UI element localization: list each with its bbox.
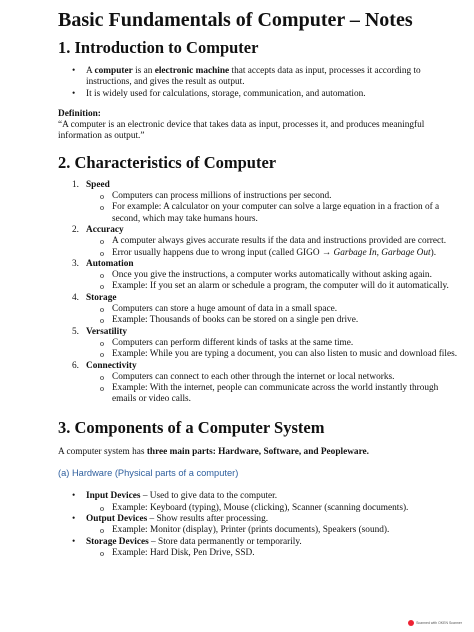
characteristic-detail: o Computers can store a huge amount of data in a small space. — [86, 304, 458, 315]
hardware-example: o Example: Monitor (display), Printer (prints documents), Speakers (sound). — [86, 525, 458, 536]
hardware-subheading: (a) Hardware (Physical parts of a computer) — [58, 468, 239, 479]
characteristic-automation: 3. Automation o Once you give the instructions, a computer works automatically without asking again. o Example: If you set an alarm or schedule a program, the computer will do it automatically. — [58, 259, 458, 293]
definition-text: “A computer is an electronic device that takes data as input, processes it, and produces meaningful information as output.” — [58, 120, 425, 142]
characteristics-list — [58, 180, 458, 406]
section-heading-components: 3. Components of a Computer System — [58, 417, 325, 437]
characteristic-speed: 1. Speed o Computers can process millions of instructions per second. o For example: A calculator on your computer can solve a large equation in a fraction of a second, which may take humans hours. — [58, 180, 458, 225]
intro-bullet-list — [58, 66, 458, 100]
scanner-logo-icon — [408, 620, 414, 626]
characteristic-versatility: 5. Versatility o Computers can perform different kinds of tasks at the same time. o Example: While you are typing a document, you can also listen to music and download files. — [58, 327, 458, 361]
characteristic-detail: o Once you give the instructions, a computer works automatically without asking again. — [86, 270, 458, 281]
characteristic-detail: o For example: A calculator on your computer can solve a large equation in a fraction of a second, which may take humans hours. — [86, 202, 458, 225]
section-heading-characteristics: 2. Characteristics of Computer — [58, 152, 277, 172]
characteristic-accuracy: 2. Accuracy o A computer always gives accurate results if the data and instructions provided are correct. o Error usually happens due to wrong input (called GIGO → Garbage In, Garbage Out). — [58, 225, 458, 259]
hardware-item-output: • Output Devices – Show results after processing. o Example: Monitor (display), Printer (prints documents), Speakers (sound). — [58, 514, 458, 537]
characteristic-detail: o Example: If you set an alarm or schedule a program, the computer will do it automatically. — [86, 281, 458, 292]
hardware-list — [58, 491, 458, 559]
section-heading-introduction: 1. Introduction to Computer — [58, 38, 259, 57]
definition-label: Definition: — [58, 108, 101, 119]
scanner-watermark: Scanned with OKEN Scanner — [408, 620, 462, 626]
hardware-item-storage: • Storage Devices – Store data permanently or temporarily. o Example: Hard Disk, Pen Drive, SSD. — [58, 537, 458, 560]
hardware-example: o Example: Hard Disk, Pen Drive, SSD. — [86, 548, 458, 559]
characteristic-detail: o Computers can process millions of instructions per second. — [86, 191, 458, 202]
characteristic-detail: o Computers can connect to each other through the internet or local networks. — [86, 372, 458, 383]
characteristic-connectivity: 6. Connectivity o Computers can connect to each other through the internet or local networks. o Example: With the internet, people can communicate across the world instantly through emails or video calls. — [58, 361, 458, 406]
characteristic-detail: o Example: While you are typing a document, you can also listen to music and download files. — [86, 349, 458, 360]
characteristic-storage: 4. Storage o Computers can store a huge amount of data in a small space. o Example: Thousands of books can be stored on a single pen drive. — [58, 293, 458, 327]
characteristic-detail: o A computer always gives accurate results if the data and instructions provided are correct. — [86, 236, 458, 247]
intro-bullet-1: • A computer is an electronic machine that accepts data as input, processes it according to instructions, and gives the result as output. — [58, 66, 458, 89]
intro-bullet-2: • It is widely used for calculations, storage, communication, and automation. — [58, 89, 458, 100]
document-page — [58, 8, 458, 559]
page-title: Basic Fundamentals of Computer – Notes — [58, 9, 413, 31]
characteristic-detail: o Example: With the internet, people can communicate across the world instantly through emails or video calls. — [86, 383, 458, 406]
hardware-example: o Example: Keyboard (typing), Mouse (clicking), Scanner (scanning documents). — [86, 503, 458, 514]
characteristic-detail: o Computers can perform different kinds of tasks at the same time. — [86, 338, 458, 349]
characteristic-detail: o Error usually happens due to wrong input (called GIGO → Garbage In, Garbage Out). — [86, 248, 458, 259]
components-intro: A computer system has three main parts: Hardware, Software, and Peopleware. — [58, 446, 369, 457]
characteristic-detail: o Example: Thousands of books can be stored on a single pen drive. — [86, 315, 458, 326]
hardware-item-input: • Input Devices – Used to give data to the computer. o Example: Keyboard (typing), Mouse (clicking), Scanner (scanning documents). — [58, 491, 458, 514]
